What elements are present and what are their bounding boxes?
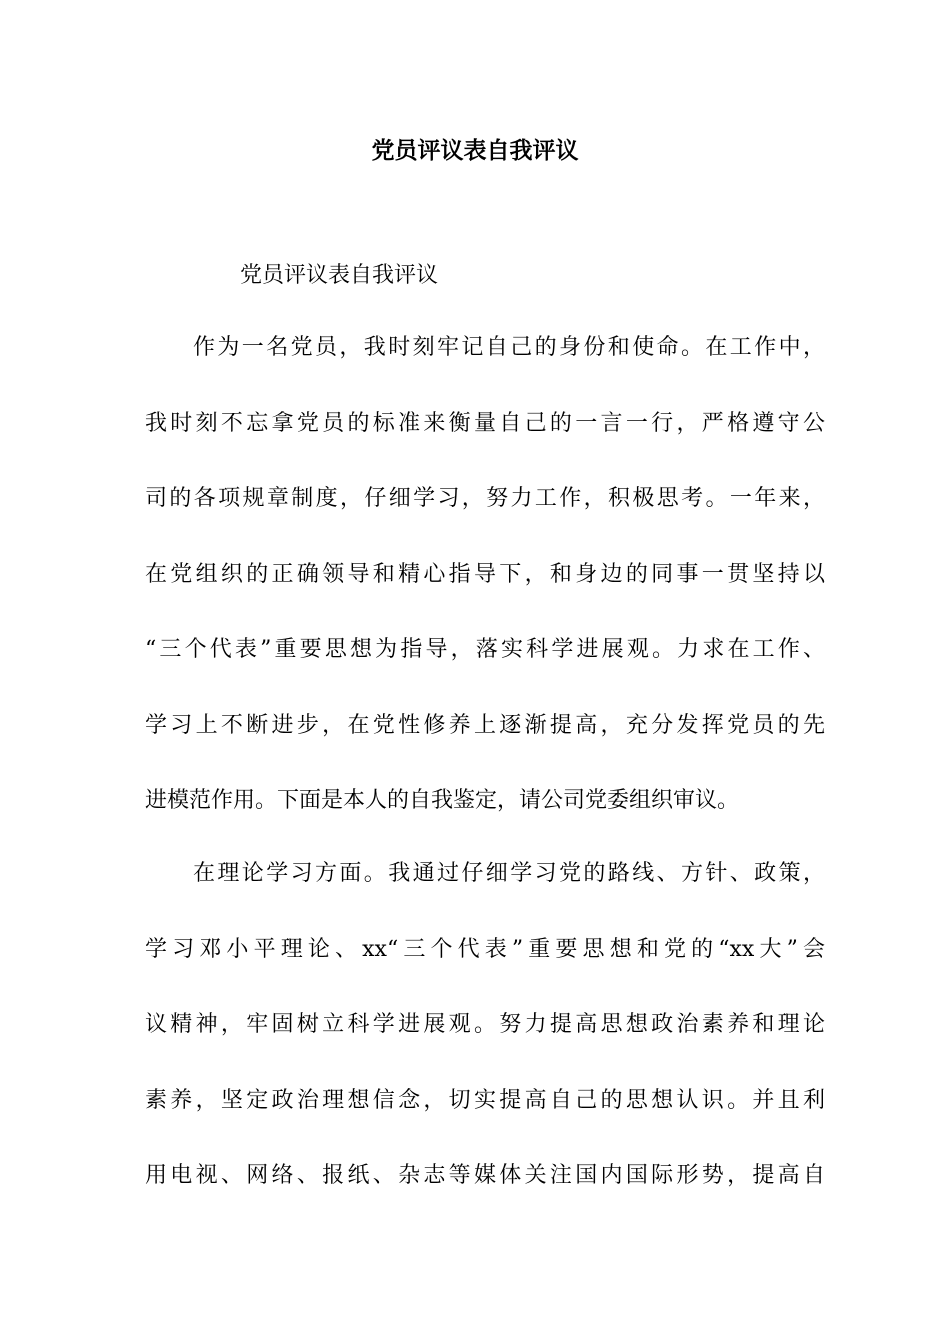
paragraph-line: 我时刻不忘拿党员的标准来衡量自己的一言一行，严格遵守公 [145,410,825,436]
paragraph-1 [145,328,825,857]
document-title: 党员评议表自我评议 [371,137,579,164]
paragraph-line: 议精神，牢固树立科学进展观。努力提高思想政治素养和理论 [145,1012,825,1037]
paragraph-line: 在党组织的正确领导和精心指导下，和身边的同事一贯坚持以 [145,561,825,587]
paragraph-2 [145,854,825,1232]
paragraph-line: 用电视、网络、报纸、杂志等媒体关注国内国际形势，提高自 [145,1163,825,1188]
paragraph-line: 司的各项规章制度，仔细学习，努力工作，积极思考。一年来， [145,486,825,511]
paragraph-line: 在理论学习方面。我通过仔细学习党的路线、方针、政策， [193,861,825,886]
paragraph-line: “三个代表”重要思想为指导，落实科学进展观。力求在工作、 [145,637,825,662]
document-subtitle: 党员评议表自我评议 [240,263,439,288]
paragraph-line: 学习邓小平理论、xx“三个代表”重要思想和党的“xx大”会 [145,936,825,962]
paragraph-line: 进模范作用。下面是本人的自我鉴定，请公司党委组织审议。 [145,788,740,813]
paragraph-line: 作为一名党员，我时刻牢记自己的身份和使命。在工作中， [193,335,825,360]
paragraph-line: 学习上不断进步，在党性修养上逐渐提高，充分发挥党员的先 [145,712,825,738]
paragraph-line: 素养，坚定政治理想信念，切实提高自己的思想认识。并且利 [145,1087,825,1113]
